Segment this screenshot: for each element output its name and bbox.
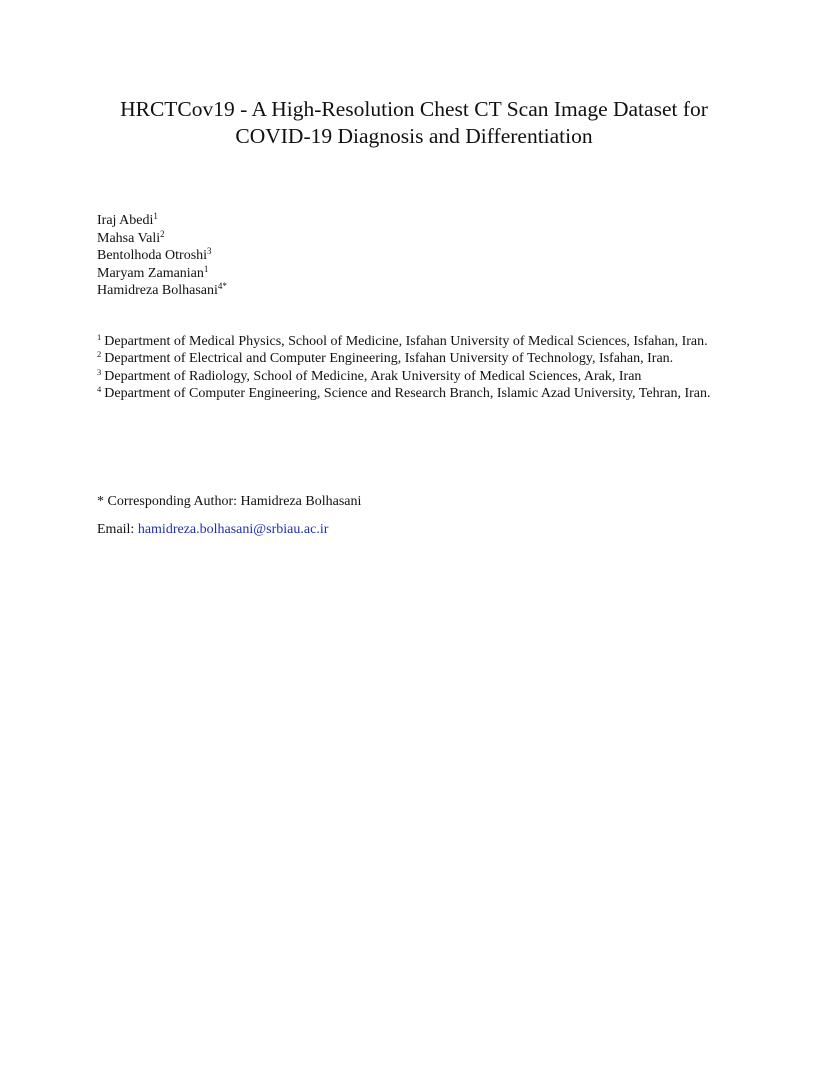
affiliation-text: Department of Radiology, School of Medicine, Arak University of Medical Sciences, Arak, Iran xyxy=(104,368,642,384)
affiliation-text: Department of Electrical and Computer Engineering, Isfahan University of Technology, Isfahan, Iran. xyxy=(104,351,674,367)
title-line-1: HRCTCov19 - A High-Resolution Chest CT Scan Image Dataset for xyxy=(120,97,708,121)
author-affiliation-mark: 1 xyxy=(203,263,209,274)
affiliation-mark: 3 xyxy=(97,366,102,377)
author-name: Iraj Abedi xyxy=(97,213,154,228)
affiliation-list xyxy=(97,333,731,402)
affiliation-text: Department of Computer Engineering, Science and Research Branch, Islamic Azad University, Tehran, Iran. xyxy=(104,385,711,401)
author-name: Hamidreza Bolhasani xyxy=(97,283,218,298)
author-entry xyxy=(97,247,497,265)
affiliation-entry xyxy=(97,368,731,385)
author-name: Mahsa Vali xyxy=(97,230,161,246)
author-name: Bentolhoda Otroshi xyxy=(97,248,208,263)
affiliation-entry xyxy=(97,333,731,350)
affiliation-text: Department of Medical Physics, School of Medicine, Isfahan University of Medical Sciences, Isfahan, Iran. xyxy=(104,334,708,349)
author-entry xyxy=(97,212,497,230)
author-entry xyxy=(97,265,497,283)
affiliation-entry xyxy=(97,350,731,367)
affiliation-entry xyxy=(97,385,731,402)
author-affiliation-mark: 4* xyxy=(217,281,227,291)
title-line-2: COVID-19 Diagnosis and Differentiation xyxy=(235,124,593,148)
author-name: Maryam Zamanian xyxy=(97,265,204,281)
author-affiliation-mark: 1 xyxy=(153,211,158,221)
affiliation-mark: 2 xyxy=(97,349,102,360)
email-link[interactable]: hamidreza.bolhasani@srbiau.ac.ir xyxy=(137,522,329,537)
paper-title xyxy=(60,96,768,150)
affiliation-mark: 4 xyxy=(97,383,102,394)
author-entry xyxy=(97,282,497,300)
email-label: Email: xyxy=(97,522,135,537)
author-list xyxy=(97,212,497,300)
corresponding-author: * Corresponding Author: Hamidreza Bolhasani xyxy=(97,494,362,509)
affiliation-mark: 1 xyxy=(97,332,102,342)
author-entry xyxy=(97,230,497,248)
email-line xyxy=(97,521,328,538)
author-affiliation-mark: 2 xyxy=(160,228,165,239)
author-affiliation-mark: 3 xyxy=(207,246,212,256)
